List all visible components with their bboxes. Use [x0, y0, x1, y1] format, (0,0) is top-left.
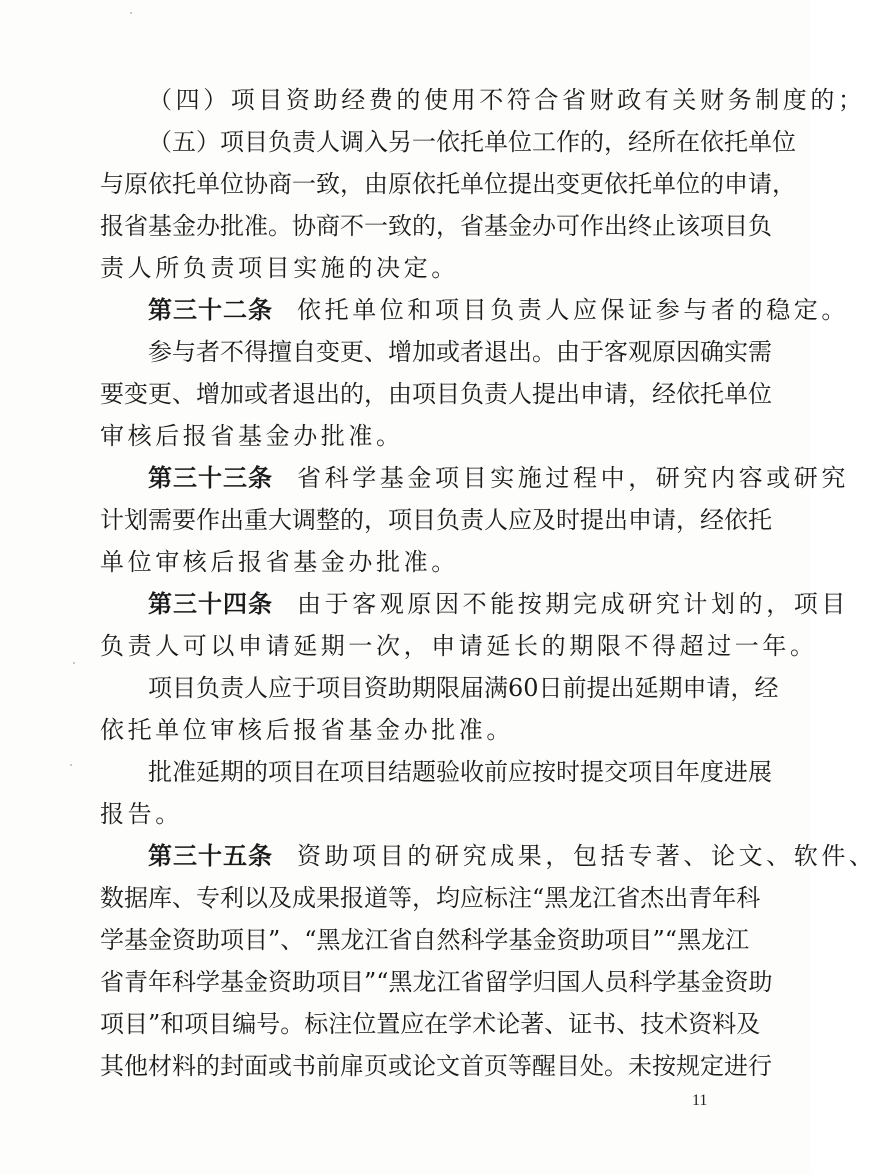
text-line: 其他材料的封面或书前扉页或论文首页等醒目处。未按规定进行	[100, 1052, 772, 1080]
article-heading: 第三十三条	[148, 464, 273, 492]
article-line: 第三十二条 依托单位和项目负责人应保证参与者的稳定。	[148, 296, 849, 324]
text-line: 数据库、专利以及成果报道等，均应标注“黑龙江省杰出青年科	[100, 884, 761, 912]
text-line: 责人所负责项目实施的决定。	[100, 254, 459, 282]
text-line: 批准延期的项目在项目结题验收前应按时提交项目年度进展	[148, 758, 772, 786]
text-line: 审核后报省基金办批准。	[100, 422, 404, 450]
article-heading: 第三十二条	[148, 296, 273, 324]
text-line: 负责人可以申请延期一次，申请延长的期限不得超过一年。	[100, 632, 818, 660]
text-line: 报告。	[100, 800, 183, 828]
text-line: 项目”和项目编号。标注位置应在学术论著、证书、技术资料及	[100, 1010, 761, 1038]
text-line: 依托单位审核后报省基金办批准。	[100, 716, 514, 744]
text-line: 计划需要作出重大调整的，项目负责人应及时提出申请，经依托	[100, 506, 772, 534]
article-heading: 第三十五条	[148, 842, 273, 870]
text-line: 参与者不得擅自变更、增加或者退出。由于客观原因确实需	[148, 338, 772, 366]
text-line: 项目负责人应于项目资助期限届满60日前提出延期申请，经	[148, 674, 779, 702]
text-line: 报省基金办批准。协商不一致的，省基金办可作出终止该项目负	[100, 212, 772, 240]
text-line: （五）项目负责人调入另一依托单位工作的，经所在依托单位	[148, 128, 796, 156]
article-line: 第三十四条 由于客观原因不能按期完成研究计划的，项目	[148, 590, 849, 618]
text-line: 要变更、增加或者退出的，由项目负责人提出申请，经依托单位	[100, 380, 772, 408]
text-line: （四）项目资助经费的使用不符合省财政有关财务制度的；	[148, 86, 866, 114]
article-line: 第三十三条 省科学基金项目实施过程中，研究内容或研究	[148, 464, 849, 492]
scan-speck	[130, 12, 132, 14]
text-line: 与原依托单位协商一致，由原依托单位提出变更依托单位的申请，	[100, 170, 796, 198]
text-line: 学基金资助项目”、“黑龙江省自然科学基金资助项目”“黑龙江	[100, 926, 750, 954]
scan-speck	[70, 764, 72, 766]
article-line: 第三十五条 资助项目的研究成果，包括专著、论文、软件、	[148, 842, 877, 870]
text-line: 省青年科学基金资助项目”“黑龙江省留学归国人员科学基金资助	[100, 968, 773, 996]
article-heading: 第三十四条	[148, 590, 273, 618]
scan-speck	[73, 662, 75, 664]
page-number: 11	[692, 1092, 708, 1109]
text-line: 单位审核后报省基金办批准。	[100, 548, 459, 576]
